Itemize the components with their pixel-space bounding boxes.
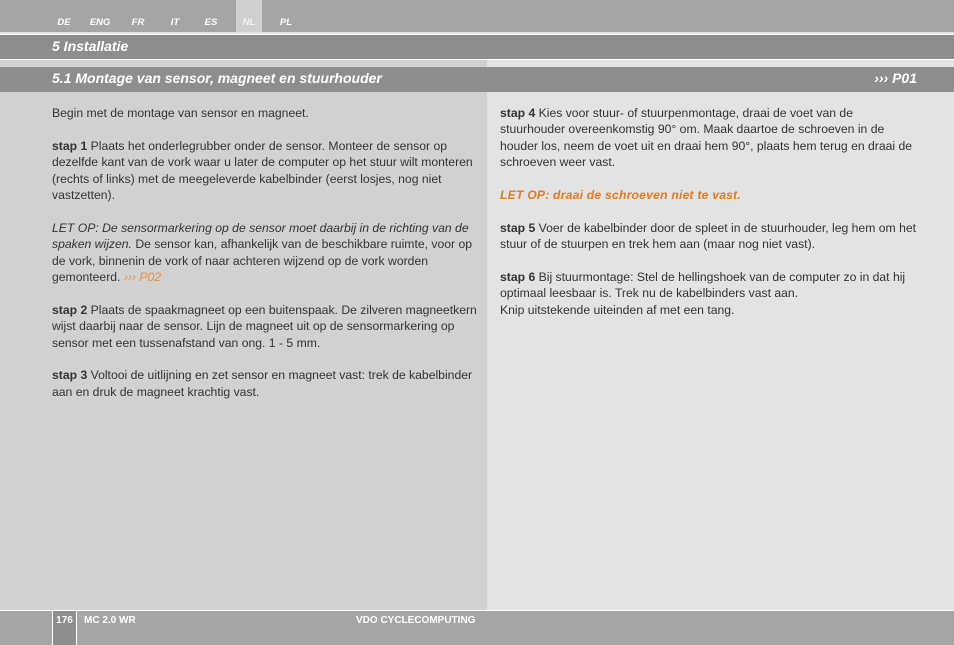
brand-name: VDO CYCLECOMPUTING xyxy=(356,615,476,626)
step-text: Plaats het onderlegrubber onder de sensor. Monteer de sensor op dezelfde kant van de vork waar u later de computer op het stuur wilt monteren (rechts of links) met de meegeleverde kabelbinder (eerst losjes, nog niet vastzetten). xyxy=(52,138,473,203)
left-text xyxy=(52,105,480,417)
lang-tab-es[interactable]: ES xyxy=(204,17,218,28)
lang-tab-nl[interactable]: NL xyxy=(236,0,262,32)
note-italic: LET OP: De sensormarkering op de sensor moet daarbij in de richting van de spaken wijzen. xyxy=(52,220,469,252)
step-label: stap 2 xyxy=(52,302,88,317)
step-text: Kies voor stuur- of stuurpenmontage, draai de voet van de stuurhouder overeenkomstig 90° om. Maak daartoe de schroeven in de houder los, neem de voet uit en draai hem 90°, plaats hem terug en draai de schroeven weer vast. xyxy=(500,106,913,170)
lang-tab-eng[interactable]: ENG xyxy=(89,17,111,28)
step-label: stap 6 xyxy=(500,270,536,285)
subsection-title: 5.1 Montage van sensor, magneet en stuurhouder xyxy=(52,70,382,86)
section-title: 5 Installatie xyxy=(52,38,129,54)
step-1 xyxy=(52,138,480,204)
lang-tab-fr[interactable]: FR xyxy=(131,17,145,28)
lang-tab-it[interactable]: IT xyxy=(170,17,180,28)
language-bar xyxy=(0,0,954,32)
page-reference-link[interactable]: ››› P02 xyxy=(123,270,162,285)
step-text: Bij stuurmontage: Stel de hellingshoek van de computer zo in dat hij optimaal leesbaar is. Trek nu de kabelbinders vast aan. xyxy=(500,270,906,301)
step-3 xyxy=(52,367,480,400)
step-label: stap 1 xyxy=(52,138,88,153)
right-text xyxy=(500,105,920,335)
step-text: Voltooi de uitlijning en zet sensor en magneet vast: trek de kabelbinder aan en druk de magneet krachtig vast. xyxy=(52,368,473,399)
lang-tab-pl[interactable]: PL xyxy=(279,17,293,28)
step-4 xyxy=(500,105,920,171)
model-name: MC 2.0 WR xyxy=(84,615,136,626)
lang-tab-de[interactable]: DE xyxy=(57,17,71,28)
page-footer xyxy=(0,610,954,645)
warning-text: LET OP: draai de schroeven niet te vast. xyxy=(500,188,741,203)
page-reference[interactable]: ››› P01 xyxy=(874,70,917,86)
step-5 xyxy=(500,220,920,253)
step-label: stap 5 xyxy=(500,220,536,235)
note-paragraph xyxy=(52,220,480,286)
page-number: 176 xyxy=(52,611,77,645)
subsection-header xyxy=(0,67,954,92)
step-6 xyxy=(500,269,920,318)
step-text: Voer de kabelbinder door de spleet in de stuurhouder, leg hem om het stuur of de stuurpen en trek hem aan (maar nog niet vast). xyxy=(500,220,917,252)
step-2 xyxy=(52,302,480,351)
section-header xyxy=(0,34,954,60)
intro-paragraph: Begin met de montage van sensor en magneet. xyxy=(52,106,309,120)
step-label: stap 4 xyxy=(500,106,536,120)
step-extra-text: Knip uitstekende uiteinden af met een tang. xyxy=(500,302,735,317)
step-label: stap 3 xyxy=(52,368,88,383)
step-text: Plaats de spaakmagneet op een buitenspaak. De zilveren magneetkern wijst daarbij naar de sensor. Lijn de magneet uit op de sensormarkering op sensor met een tussenafstand van ong. 1 - 5 mm. xyxy=(52,302,477,350)
note-text: De sensor kan, afhankelijk van de beschikbare ruimte, voor op de vork, binnenin de vork of naar achteren wijzend op de vork worden gemonteerd. xyxy=(52,237,473,285)
